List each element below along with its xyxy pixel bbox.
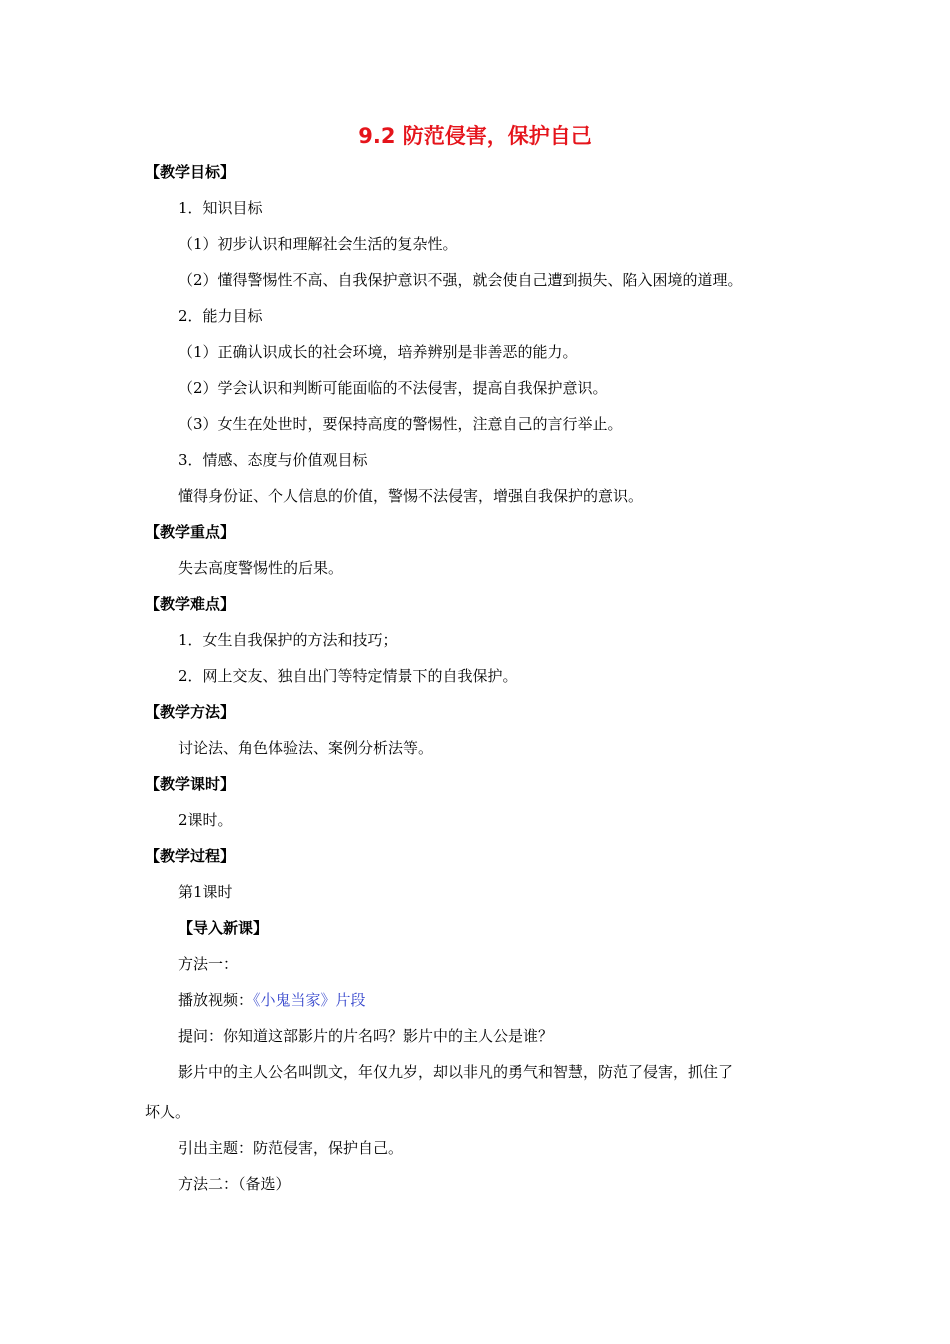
section-heading-methods: 【教学方法】: [145, 703, 236, 721]
paragraph: 方法二：（备选）: [178, 1175, 291, 1193]
paragraph: 提问：你知道这部影片的片名吗？影片中的主人公是谁？: [178, 1027, 554, 1045]
paragraph: 1．女生自我保护的方法和技巧；: [178, 631, 398, 649]
paragraph-prefix: 播放视频：: [178, 991, 254, 1009]
paragraph: 引出主题：防范侵害，保护自己。: [178, 1139, 404, 1157]
paragraph: 影片中的主人公名叫凯文，年仅九岁，却以非凡的勇气和智慧，防范了侵害，抓住了: [178, 1063, 734, 1081]
paragraph: （3）女生在处世时，要保持高度的警惕性，注意自己的言行举止。: [178, 415, 623, 433]
paragraph: （2）懂得警惕性不高、自我保护意识不强，就会使自己遭到损失、陷入困境的道理。: [178, 271, 743, 289]
paragraph: [178, 990, 366, 1010]
paragraph: （1）初步认识和理解社会生活的复杂性。: [178, 235, 458, 253]
sub-heading-introduction: 【导入新课】: [178, 919, 269, 937]
paragraph: 懂得身份证、个人信息的价值，警惕不法侵害，增强自我保护的意识。: [178, 487, 644, 505]
paragraph: 2．能力目标: [178, 307, 263, 325]
video-title-link[interactable]: 《小鬼当家》片段: [253, 991, 366, 1009]
section-heading-process: 【教学过程】: [145, 847, 236, 865]
paragraph: 讨论法、角色体验法、案例分析法等。: [178, 739, 434, 757]
section-heading-difficulties: 【教学难点】: [145, 595, 236, 613]
paragraph: 3．情感、态度与价值观目标: [178, 451, 368, 469]
paragraph-continuation: 坏人。: [145, 1103, 191, 1121]
paragraph: 失去高度警惕性的后果。: [178, 559, 344, 577]
paragraph: （1）正确认识成长的社会环境，培养辨别是非善恶的能力。: [178, 343, 578, 361]
paragraph: 2．网上交友、独自出门等特定情景下的自我保护。: [178, 667, 518, 685]
document-title: 9.2 防范侵害，保护自己: [358, 124, 592, 148]
section-heading-objectives: 【教学目标】: [145, 163, 236, 181]
section-heading-key-points: 【教学重点】: [145, 523, 236, 541]
section-heading-hours: 【教学课时】: [145, 775, 236, 793]
paragraph: 第1课时: [178, 883, 233, 901]
paragraph: （2）学会认识和判断可能面临的不法侵害，提高自我保护意识。: [178, 379, 608, 397]
paragraph: 1．知识目标: [178, 199, 263, 217]
paragraph: 方法一：: [178, 955, 239, 973]
paragraph: 2课时。: [178, 811, 233, 829]
